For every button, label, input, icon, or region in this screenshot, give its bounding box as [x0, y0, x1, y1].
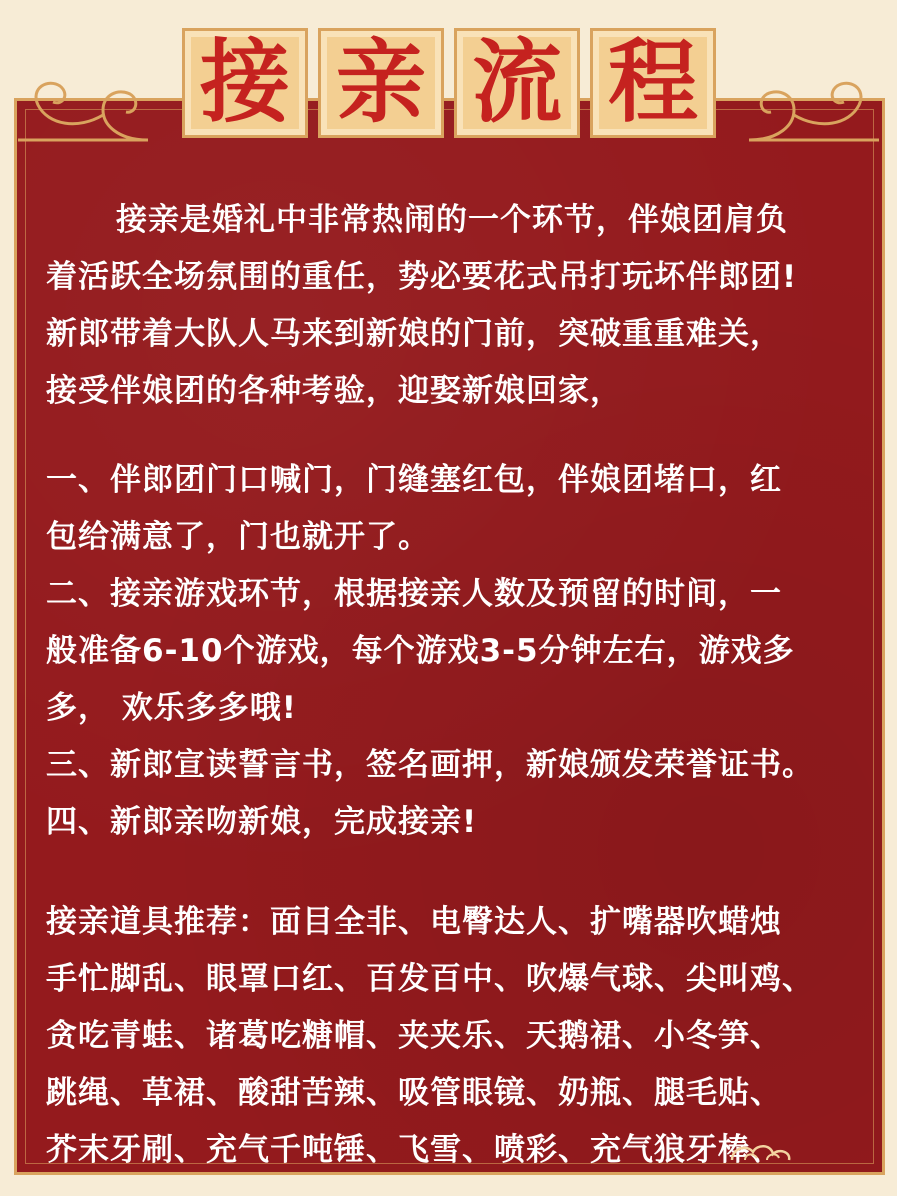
title-tile [318, 28, 444, 138]
title-char: 流 [472, 30, 562, 135]
intro-paragraph [46, 192, 851, 420]
step-line: 多， 欢乐多多哦! [46, 690, 297, 726]
title-tile [182, 28, 308, 138]
steps-list [46, 452, 851, 851]
title-char: 程 [608, 30, 698, 135]
intro-line: 着活跃全场氛围的重任，势必要花式吊打玩坏伴郎团! [46, 259, 798, 295]
step-line: 包给满意了，门也就开了。 [46, 519, 430, 555]
intro-line: 新郎带着大队人马来到新娘的门前，突破重重难关， [46, 316, 782, 352]
props-line: 手忙脚乱、眼罩口红、百发百中、吹爆气球、尖叫鸡、 [46, 961, 814, 997]
intro-line: 接受伴娘团的各种考验，迎娶新娘回家， [46, 373, 622, 409]
props-list [46, 894, 851, 1179]
title-char: 亲 [336, 30, 426, 135]
intro-line: 接亲是婚礼中非常热闹的一个环节，伴娘团肩负 [116, 202, 788, 238]
step-line: 三、新郎宣读誓言书，签名画押，新娘颁发荣誉证书。 [46, 747, 814, 783]
cloud-pattern-icon [727, 1138, 797, 1168]
title [0, 28, 897, 148]
step-line: 二、接亲游戏环节，根据接亲人数及预留的时间，一 [46, 576, 782, 612]
step-line: 四、新郎亲吻新娘，完成接亲! [46, 804, 478, 840]
title-tile [590, 28, 716, 138]
props-line: 贪吃青蛙、诸葛吃糖帽、夹夹乐、天鹅裙、小冬笋、 [46, 1018, 782, 1054]
title-char: 接 [200, 30, 290, 135]
props-line: 芥末牙刷、充气千吨锤、飞雪、喷彩、充气狼牙棒、 [46, 1132, 782, 1168]
props-line: 接亲道具推荐：面目全非、电臀达人、扩嘴器吹蜡烛 [46, 904, 782, 940]
title-tile [454, 28, 580, 138]
step-line: 一、伴郎团门口喊门，门缝塞红包，伴娘团堵口，红 [46, 462, 782, 498]
step-line: 般准备6-10个游戏，每个游戏3-5分钟左右，游戏多 [46, 633, 795, 669]
props-line: 跳绳、草裙、酸甜苦辣、吸管眼镜、奶瓶、腿毛贴、 [46, 1075, 782, 1111]
